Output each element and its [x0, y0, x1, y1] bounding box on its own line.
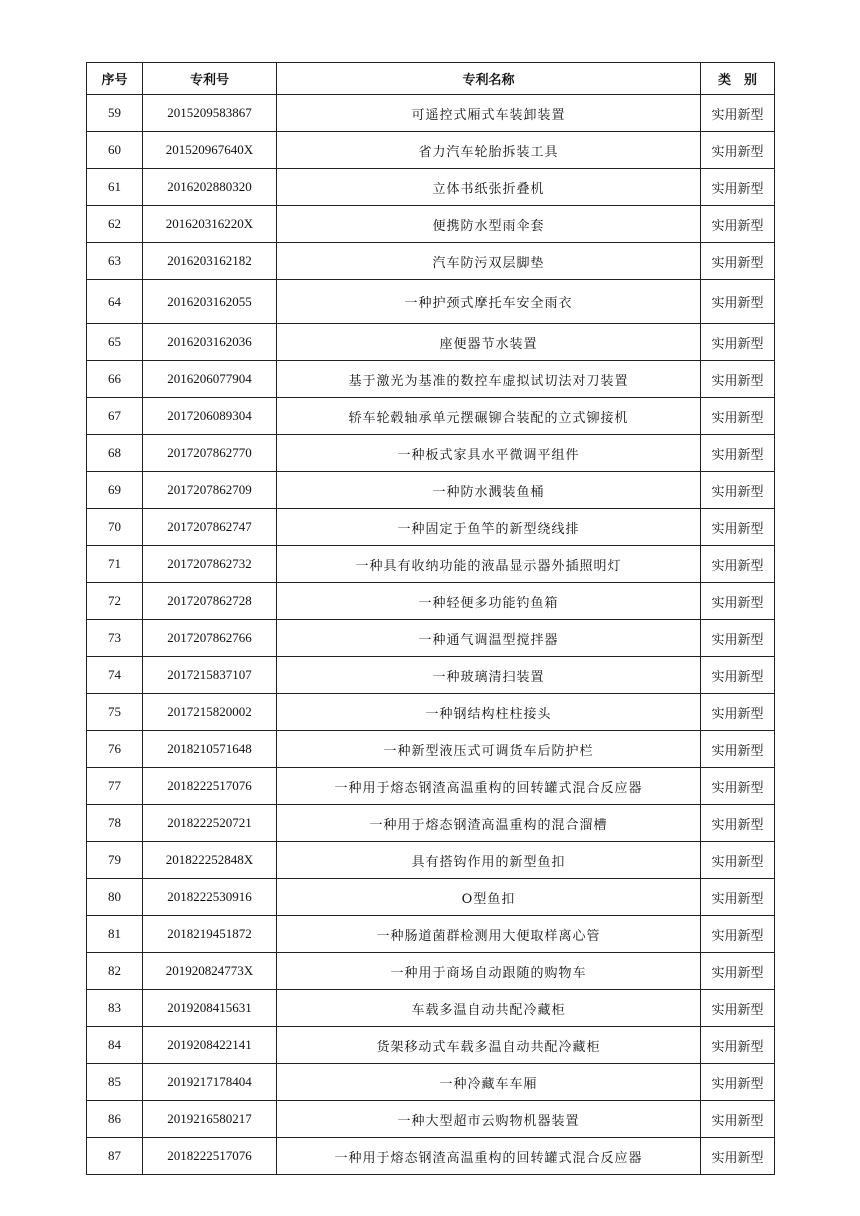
- row-seq: 61: [87, 169, 143, 206]
- table-row: [87, 805, 775, 842]
- row-seq: 86: [87, 1101, 143, 1138]
- row-patent-number: 2017206089304: [143, 398, 277, 435]
- table-row: [87, 132, 775, 169]
- row-patent-name: 一种大型超市云购物机器装置: [277, 1101, 701, 1138]
- row-patent-number: 2016206077904: [143, 361, 277, 398]
- row-patent-number: 2017207862728: [143, 583, 277, 620]
- row-seq: 63: [87, 243, 143, 280]
- row-patent-number: 2019217178404: [143, 1064, 277, 1101]
- row-patent-number: 2017215837107: [143, 657, 277, 694]
- row-category: 实用新型: [701, 280, 775, 324]
- row-patent-name: 一种用于熔态钢渣高温重构的混合溜槽: [277, 805, 701, 842]
- row-patent-name: 座便器节水装置: [277, 324, 701, 361]
- row-patent-number: 2018222517076: [143, 768, 277, 805]
- row-seq: 74: [87, 657, 143, 694]
- row-category: 实用新型: [701, 546, 775, 583]
- row-patent-name: 一种固定于鱼竿的新型绕线排: [277, 509, 701, 546]
- table-row: [87, 768, 775, 805]
- row-patent-number: 2019208422141: [143, 1027, 277, 1064]
- row-category: 实用新型: [701, 583, 775, 620]
- header-patent-number: 专利号: [143, 63, 277, 95]
- table-row: [87, 472, 775, 509]
- row-patent-number: 2019216580217: [143, 1101, 277, 1138]
- patent-table: [86, 62, 775, 1175]
- row-category: 实用新型: [701, 324, 775, 361]
- row-seq: 65: [87, 324, 143, 361]
- row-category: 实用新型: [701, 731, 775, 768]
- row-patent-number: 2015209583867: [143, 95, 277, 132]
- row-patent-name: 轿车轮毂轴承单元摆碾铆合装配的立式铆接机: [277, 398, 701, 435]
- row-patent-name: 一种肠道菌群检测用大便取样离心管: [277, 916, 701, 953]
- row-patent-name: 一种板式家具水平微调平组件: [277, 435, 701, 472]
- row-patent-name: 一种具有收纳功能的液晶显示器外插照明灯: [277, 546, 701, 583]
- row-patent-name: O型鱼扣: [277, 879, 701, 916]
- header-seq: 序号: [87, 63, 143, 95]
- row-patent-name: 一种用于商场自动跟随的购物车: [277, 953, 701, 990]
- row-seq: 60: [87, 132, 143, 169]
- row-seq: 62: [87, 206, 143, 243]
- table-row: [87, 657, 775, 694]
- row-category: 实用新型: [701, 768, 775, 805]
- row-patent-name: 一种玻璃清扫装置: [277, 657, 701, 694]
- row-category: 实用新型: [701, 953, 775, 990]
- row-patent-name: 一种冷藏车车厢: [277, 1064, 701, 1101]
- table-row: [87, 206, 775, 243]
- row-seq: 68: [87, 435, 143, 472]
- row-seq: 82: [87, 953, 143, 990]
- table-row: [87, 169, 775, 206]
- table-row: [87, 916, 775, 953]
- row-category: 实用新型: [701, 1138, 775, 1175]
- table-row: [87, 953, 775, 990]
- table-row: [87, 620, 775, 657]
- table-row: [87, 1027, 775, 1064]
- table-row: [87, 243, 775, 280]
- row-category: 实用新型: [701, 1027, 775, 1064]
- table-row: [87, 435, 775, 472]
- table-row: [87, 398, 775, 435]
- table-row: [87, 879, 775, 916]
- row-patent-number: 2018222530916: [143, 879, 277, 916]
- row-category: 实用新型: [701, 361, 775, 398]
- row-patent-name: 便携防水型雨伞套: [277, 206, 701, 243]
- row-seq: 66: [87, 361, 143, 398]
- row-seq: 67: [87, 398, 143, 435]
- row-seq: 77: [87, 768, 143, 805]
- row-patent-number: 2017207862709: [143, 472, 277, 509]
- header-category: 类 别: [701, 63, 775, 95]
- row-category: 实用新型: [701, 95, 775, 132]
- row-category: 实用新型: [701, 694, 775, 731]
- row-patent-name: 一种轻便多功能钓鱼箱: [277, 583, 701, 620]
- table-row: [87, 324, 775, 361]
- row-patent-name: 一种通气调温型搅拌器: [277, 620, 701, 657]
- row-seq: 75: [87, 694, 143, 731]
- row-category: 实用新型: [701, 657, 775, 694]
- table-row: [87, 95, 775, 132]
- row-category: 实用新型: [701, 805, 775, 842]
- row-category: 实用新型: [701, 1101, 775, 1138]
- row-category: 实用新型: [701, 879, 775, 916]
- row-patent-number: 2017207862732: [143, 546, 277, 583]
- row-seq: 87: [87, 1138, 143, 1175]
- header-patent-name: 专利名称: [277, 63, 701, 95]
- row-patent-name: 立体书纸张折叠机: [277, 169, 701, 206]
- table-body: [87, 95, 775, 1175]
- table-row: [87, 1138, 775, 1175]
- row-patent-number: 201620316220X: [143, 206, 277, 243]
- table-header: [87, 63, 775, 95]
- row-seq: 83: [87, 990, 143, 1027]
- row-patent-number: 2018222520721: [143, 805, 277, 842]
- table-row: [87, 1064, 775, 1101]
- row-patent-name: 一种用于熔态钢渣高温重构的回转罐式混合反应器: [277, 768, 701, 805]
- row-patent-name: 具有搭钩作用的新型鱼扣: [277, 842, 701, 879]
- row-patent-name: 一种新型液压式可调货车后防护栏: [277, 731, 701, 768]
- row-patent-name: 汽车防污双层脚垫: [277, 243, 701, 280]
- table-row: [87, 1101, 775, 1138]
- row-category: 实用新型: [701, 842, 775, 879]
- row-patent-number: 201920824773X: [143, 953, 277, 990]
- table-row: [87, 583, 775, 620]
- row-patent-number: 2017207862770: [143, 435, 277, 472]
- row-category: 实用新型: [701, 243, 775, 280]
- table-row: [87, 509, 775, 546]
- row-patent-number: 2016203162036: [143, 324, 277, 361]
- row-patent-number: 2016203162182: [143, 243, 277, 280]
- row-patent-number: 2018210571648: [143, 731, 277, 768]
- row-patent-number: 2019208415631: [143, 990, 277, 1027]
- row-patent-name: 一种钢结构柱柱接头: [277, 694, 701, 731]
- row-category: 实用新型: [701, 206, 775, 243]
- table-row: [87, 842, 775, 879]
- row-category: 实用新型: [701, 169, 775, 206]
- row-seq: 70: [87, 509, 143, 546]
- row-category: 实用新型: [701, 472, 775, 509]
- table-row: [87, 361, 775, 398]
- row-category: 实用新型: [701, 916, 775, 953]
- row-seq: 71: [87, 546, 143, 583]
- row-patent-name: 一种护颈式摩托车安全雨衣: [277, 280, 701, 324]
- row-category: 实用新型: [701, 132, 775, 169]
- row-patent-name: 车载多温自动共配冷藏柜: [277, 990, 701, 1027]
- row-seq: 85: [87, 1064, 143, 1101]
- row-seq: 84: [87, 1027, 143, 1064]
- row-seq: 64: [87, 280, 143, 324]
- row-seq: 73: [87, 620, 143, 657]
- row-patent-name: 可遥控式厢式车装卸装置: [277, 95, 701, 132]
- row-category: 实用新型: [701, 1064, 775, 1101]
- row-patent-number: 2016202880320: [143, 169, 277, 206]
- row-patent-name: 省力汽车轮胎拆装工具: [277, 132, 701, 169]
- table-row: [87, 694, 775, 731]
- row-category: 实用新型: [701, 990, 775, 1027]
- table-row: [87, 546, 775, 583]
- row-category: 实用新型: [701, 509, 775, 546]
- table-row: [87, 280, 775, 324]
- row-category: 实用新型: [701, 435, 775, 472]
- row-seq: 79: [87, 842, 143, 879]
- row-patent-number: 201520967640X: [143, 132, 277, 169]
- row-patent-number: 2018222517076: [143, 1138, 277, 1175]
- table-row: [87, 990, 775, 1027]
- row-category: 实用新型: [701, 620, 775, 657]
- row-patent-number: 2017207862766: [143, 620, 277, 657]
- row-patent-name: 一种防水溅装鱼桶: [277, 472, 701, 509]
- row-patent-name: 货架移动式车载多温自动共配冷藏柜: [277, 1027, 701, 1064]
- row-seq: 76: [87, 731, 143, 768]
- row-patent-name: 一种用于熔态钢渣高温重构的回转罐式混合反应器: [277, 1138, 701, 1175]
- row-seq: 72: [87, 583, 143, 620]
- row-seq: 78: [87, 805, 143, 842]
- row-category: 实用新型: [701, 398, 775, 435]
- row-patent-name: 基于激光为基准的数控车虚拟试切法对刀装置: [277, 361, 701, 398]
- row-seq: 59: [87, 95, 143, 132]
- row-patent-number: 2017215820002: [143, 694, 277, 731]
- row-patent-number: 2016203162055: [143, 280, 277, 324]
- row-patent-number: 2018219451872: [143, 916, 277, 953]
- row-seq: 69: [87, 472, 143, 509]
- row-patent-number: 201822252848X: [143, 842, 277, 879]
- row-seq: 80: [87, 879, 143, 916]
- row-patent-number: 2017207862747: [143, 509, 277, 546]
- table-row: [87, 731, 775, 768]
- row-seq: 81: [87, 916, 143, 953]
- header-row: [87, 63, 775, 95]
